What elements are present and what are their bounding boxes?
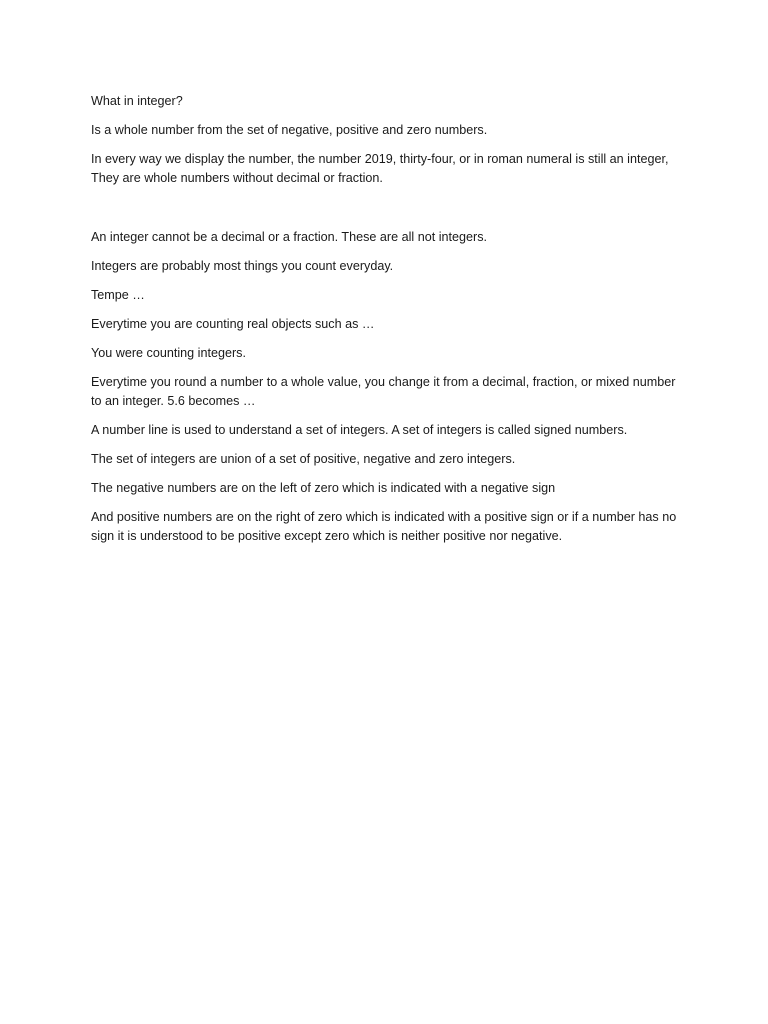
- paragraph-union: The set of integers are union of a set of positive, negative and zero integers.: [91, 452, 516, 466]
- paragraph-number-line: A number line is used to understand a set of integers. A set of integers is called signed numbers.: [91, 423, 628, 437]
- paragraph-rounding: Everytime you round a number to a whole value, you change it from a decimal, fraction, or mixed number to an integer. 5.6 becomes …: [91, 375, 676, 408]
- document-heading: What in integer?: [91, 94, 183, 108]
- paragraph-definition: Is a whole number from the set of negative, positive and zero numbers.: [91, 123, 488, 137]
- document-body: [91, 92, 681, 556]
- paragraph-positive: And positive numbers are on the right of zero which is indicated with a positive sign or if a number has no sign it is understood to be positive except zero which is neither positive nor negative.: [91, 510, 677, 543]
- paragraph-negative: The negative numbers are on the left of zero which is indicated with a negative sign: [91, 481, 556, 495]
- paragraph-counting: Integers are probably most things you count everyday.: [91, 259, 394, 273]
- paragraph-display-examples: In every way we display the number, the number 2019, thirty-four, or in roman numeral is still an integer, They are whole numbers without decimal or fraction.: [91, 152, 669, 185]
- paragraph-tempe: Tempe …: [91, 288, 145, 302]
- paragraph-counting-integers: You were counting integers.: [91, 346, 246, 360]
- paragraph-not-decimal: An integer cannot be a decimal or a fraction. These are all not integers.: [91, 230, 488, 244]
- paragraph-real-objects: Everytime you are counting real objects such as …: [91, 317, 375, 331]
